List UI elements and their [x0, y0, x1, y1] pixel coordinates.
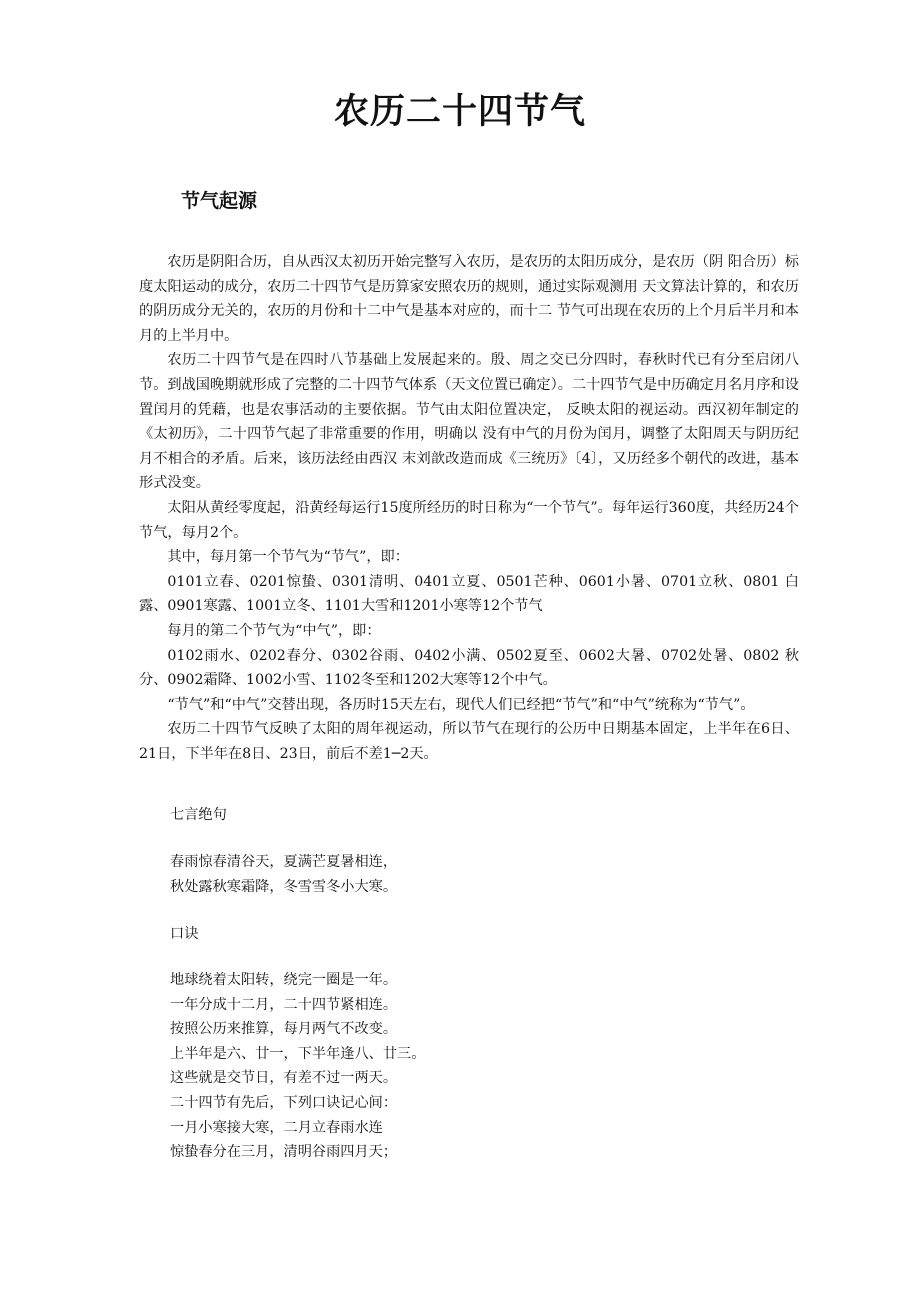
- page-title: 农历二十四节气: [333, 92, 586, 132]
- paragraph: 每月的第二个节气为“中气”，即：: [167, 622, 381, 639]
- rhyme-line: 二十四节有先后，下列口诀记心间：: [170, 1094, 398, 1111]
- paragraph: 太阳从黄经零度起，沿黄经每运行15度所经历的时日称为“一个节气”。每年运行360度，共经历24个节气，每月2个。: [139, 499, 799, 541]
- rhyme-line: 惊蛰春分在三月，清明谷雨四月天；: [170, 1144, 398, 1161]
- paragraph: 农历是阴阳合历，自从西汉太初历开始完整写入农历，是农历的太阳历成分，是农历（阴 阳合历）标度太阳运动的成分，农历二十四节气是历算家安照农历的规则，通过实际观测用 天文算法计算的，和农历的阴历成分无关的，农历的月份和十二中气是基本对应的，而十二 节气可出现在农历的上个月后半月和本月的上半月中。: [139, 254, 799, 344]
- rhyme-line: 一年分成十二月，二十四节紧相连。: [170, 996, 398, 1013]
- rhyme-line: 一月小寒接大寒，二月立春雨水连: [170, 1119, 383, 1136]
- paragraph: 其中，每月第一个节气为“节气”，即：: [167, 549, 409, 566]
- paragraph: 0101立春、0201惊蛰、0301清明、0401立夏、0501芒种、0601小暑、0701立秋、0801 白露、0901寒露、1001立冬、1101大雪和1201小寒等12个节气: [139, 573, 799, 615]
- paragraph: 农历二十四节气反映了太阳的周年视运动，所以节气在现行的公历中日期基本固定，上半年在6日、21日，下半年在8日、23日，前后不差1─2天。: [139, 721, 799, 762]
- section-title: 节气起源: [181, 190, 258, 212]
- poem-line: 秋处露秋寒霜降，冬雪雪冬小大寒。: [170, 878, 398, 895]
- poem-block: [170, 850, 397, 899]
- paragraph: 0102雨水、0202春分、0302谷雨、0402小满、0502夏至、0602大暑、0702处暑、0802 秋分、0902霜降、1002小雪、1102冬至和1202大寒等12个中气。: [139, 647, 799, 689]
- paragraph: “节气”和“中气”交替出现，各历时15天左右，现代人们已经把“节气”和“中气”统称为“节气”。: [167, 696, 755, 713]
- rhyme-line: 这些就是交节日，有差不过一两天。: [170, 1070, 398, 1087]
- poem-line: 春雨惊春清谷天，夏满芒夏暑相连，: [170, 854, 398, 870]
- rhyme-line: 上半年是六、廿一，下半年逢八、廿三。: [170, 1045, 426, 1062]
- rhyme-heading: 口诀: [170, 926, 199, 942]
- paragraph: 农历二十四节气是在四时八节基础上发展起来的。殷、周之交已分四时，春秋时代已有分至启闭八节。到战国晚期就形成了完整的二十四节气体系（天文位置已确定）。二十四节气是中历确定月名月序和设置闰月的凭藉，也是农事活动的主要依据。节气由太阳位置决定， 反映太阳的视运动。西汉初年制定的《太初历》，二十四节气起了非常重要的作用，明确以 没有中气的月份为闰月，调整了太阳周天与阴历纪月不相合的矛盾。后来，该历法经由西汉 末刘歆改造而成《三统历》〔4〕，又历经多个朝代的改进，基本形式没变。: [139, 352, 799, 492]
- rhyme-line: 按照公历来推算，每月两气不改变。: [170, 1021, 398, 1038]
- body-text: [139, 250, 799, 766]
- rhyme-block: [170, 968, 425, 1165]
- poem-heading: 七言绝句: [170, 807, 227, 823]
- rhyme-line: 地球绕着太阳转，绕完一圈是一年。: [170, 972, 398, 988]
